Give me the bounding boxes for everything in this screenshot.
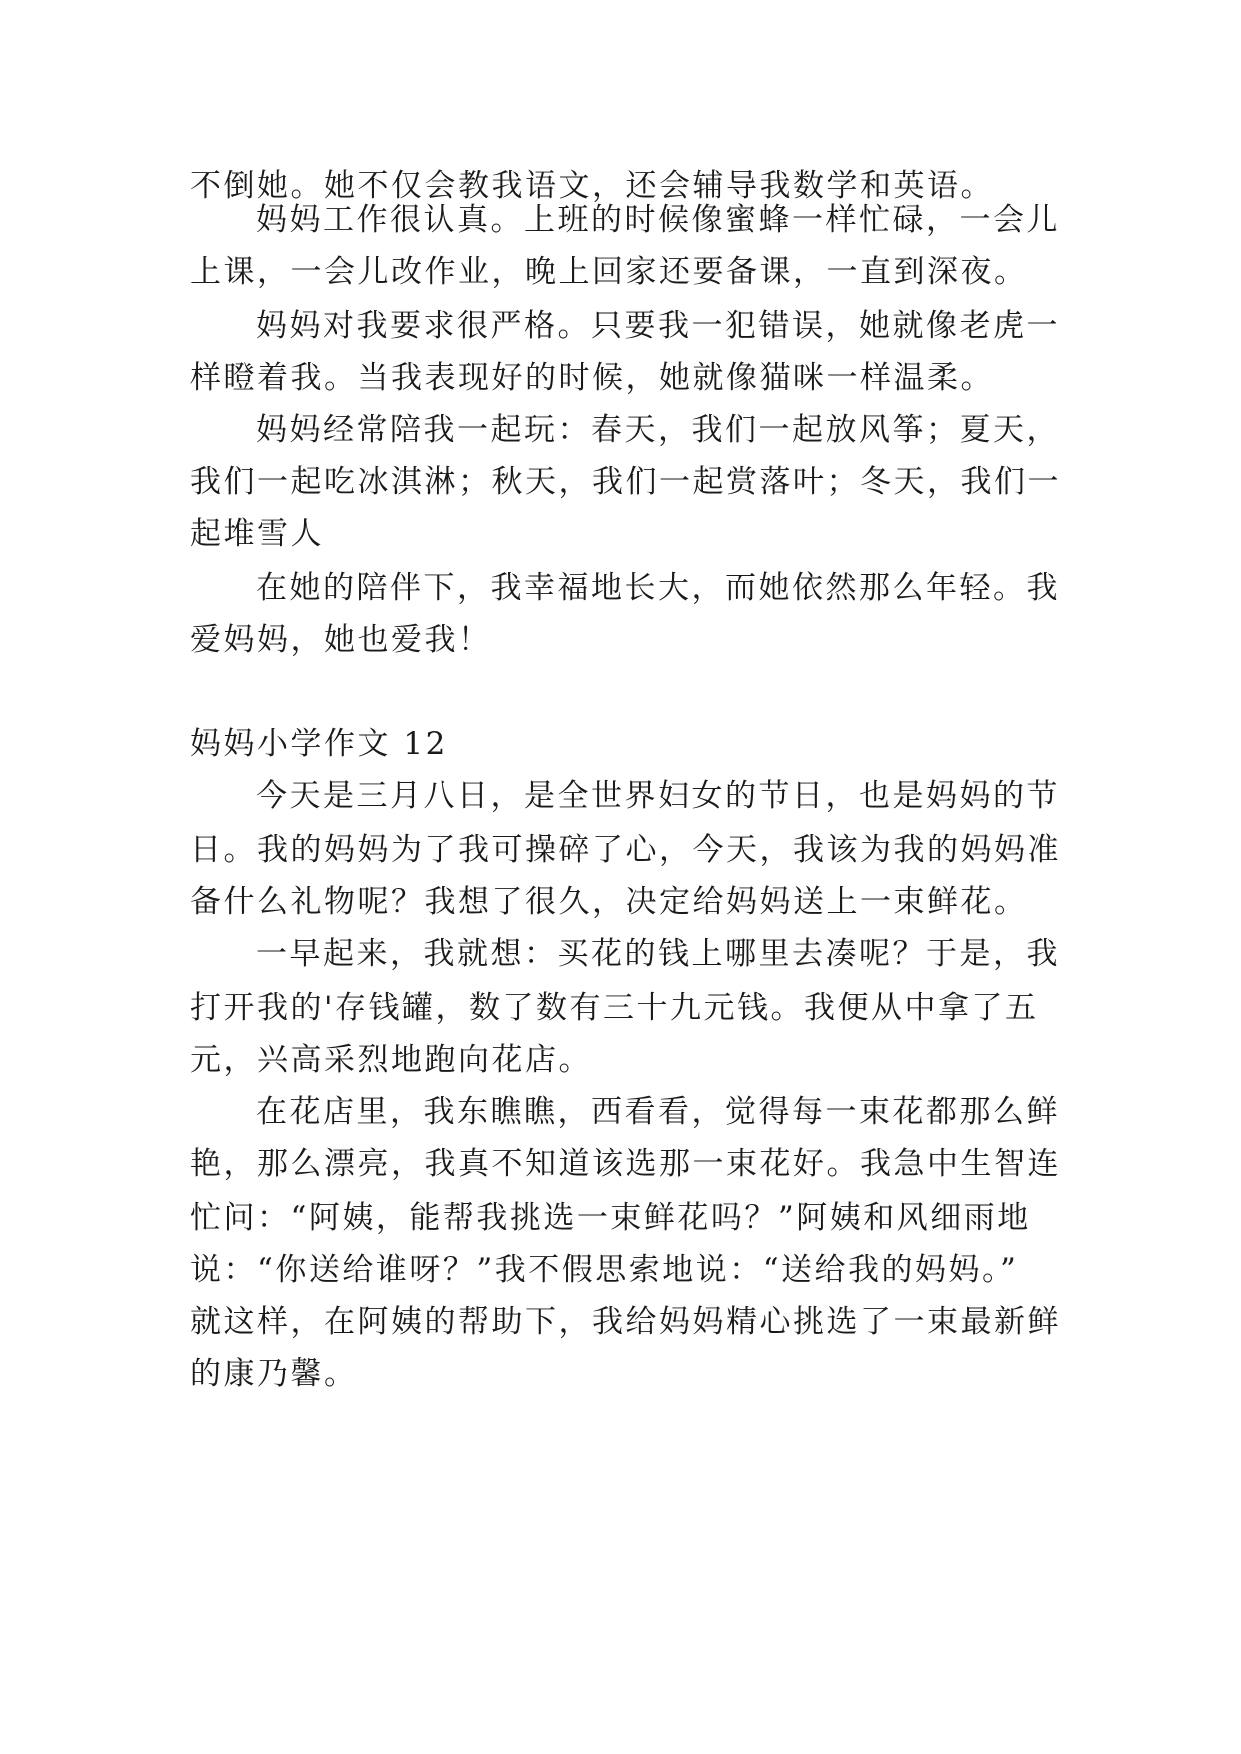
section-heading: 妈妈小学作文 12 (190, 726, 448, 762)
text-line: 艳，那么漂亮，我真不知道该选那一束花好。我急中生智连 (190, 1146, 1061, 1182)
text-line: 妈妈工作很认真。上班的时候像蜜蜂一样忙碌，一会儿 (256, 202, 1060, 238)
text-line: 就这样，在阿姨的帮助下，我给妈妈精心挑选了一束最新鲜 (190, 1304, 1061, 1340)
text-line: 爱妈妈，她也爱我！ (190, 622, 492, 658)
text-line: 样瞪着我。当我表现好的时候，她就像猫咪一样温柔。 (190, 360, 994, 396)
text-line: 忙问：“阿姨，能帮我挑选一束鲜花吗？”阿姨和风细雨地 (190, 1200, 1031, 1236)
text-line: 的康乃馨。 (190, 1356, 358, 1392)
text-line: 妈妈对我要求很严格。只要我一犯错误，她就像老虎一 (256, 308, 1060, 344)
text-line: 在花店里，我东瞧瞧，西看看，觉得每一束花都那么鲜 (256, 1094, 1060, 1130)
text-line: 一早起来，我就想：买花的钱上哪里去凑呢？于是，我 (256, 936, 1060, 972)
text-line: 我们一起吃冰淇淋；秋天，我们一起赏落叶；冬天，我们一 (190, 464, 1061, 500)
text-line: 元，兴高采烈地跑向花店。 (190, 1042, 592, 1078)
text-line: 说：“你送给谁呀？”我不假思索地说：“送给我的妈妈。” (190, 1252, 1019, 1288)
text-line: 起堆雪人 (190, 516, 324, 552)
text-line: 上课，一会儿改作业，晚上回家还要备课，一直到深夜。 (190, 254, 1028, 290)
text-line: 打开我的'存钱罐，数了数有三十九元钱。我便从中拿了五 (190, 990, 1039, 1026)
text-line: 日。我的妈妈为了我可操碎了心，今天，我该为我的妈妈准 (190, 832, 1061, 868)
text-line: 备什么礼物呢？我想了很久，决定给妈妈送上一束鲜花。 (190, 884, 1028, 920)
text-line: 妈妈经常陪我一起玩：春天，我们一起放风筝；夏天， (256, 412, 1060, 448)
text-line: 在她的陪伴下，我幸福地长大，而她依然那么年轻。我 (256, 570, 1060, 606)
text-line: 今天是三月八日，是全世界妇女的节日，也是妈妈的节 (256, 778, 1060, 814)
text-line: 不倒她。她不仅会教我语文，还会辅导我数学和英语。 (190, 168, 994, 204)
